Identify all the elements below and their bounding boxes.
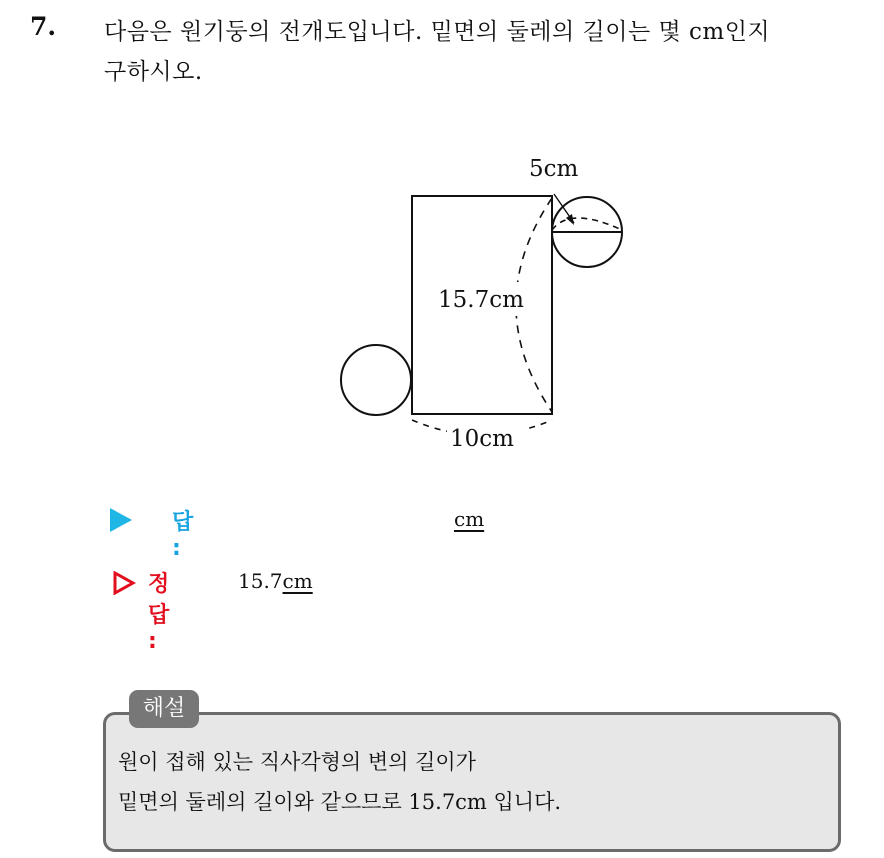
question-line-2: 구하시오. — [104, 59, 203, 85]
question-number: 7. — [30, 12, 57, 41]
solution-text — [118, 742, 818, 822]
correct-answer-value: 15.7 — [238, 569, 283, 593]
solution-line-1: 원이 접해 있는 직사각형의 변의 길이가 — [118, 750, 476, 774]
net-circle-bottom — [341, 345, 411, 415]
question-line-1: 다음은 원기둥의 전개도입니다. 밑면의 둘레의 길이는 몇 cm인지 — [104, 19, 771, 45]
radius-dashed-arc — [552, 218, 622, 230]
solution-line-2: 밑면의 둘레의 길이와 같으므로 15.7cm 입니다. — [118, 790, 562, 814]
question-text — [104, 12, 864, 92]
side-length-label: 15.7cm — [438, 287, 524, 313]
cylinder-net-figure — [330, 150, 630, 460]
correct-answer-label: 정답 : — [148, 572, 170, 654]
outline-triangle-icon — [112, 571, 136, 595]
answer-label: 답 : — [172, 510, 194, 561]
correct-answer-unit: cm — [282, 569, 313, 593]
answer-unit: cm — [454, 507, 485, 531]
play-triangle-icon — [110, 508, 132, 532]
bottom-length-label: 10cm — [450, 426, 514, 452]
solution-tab: 해설 — [129, 690, 199, 728]
radius-label: 5cm — [529, 156, 579, 182]
radius-arrowhead — [566, 214, 574, 225]
correct-answer-value-group — [238, 569, 313, 593]
